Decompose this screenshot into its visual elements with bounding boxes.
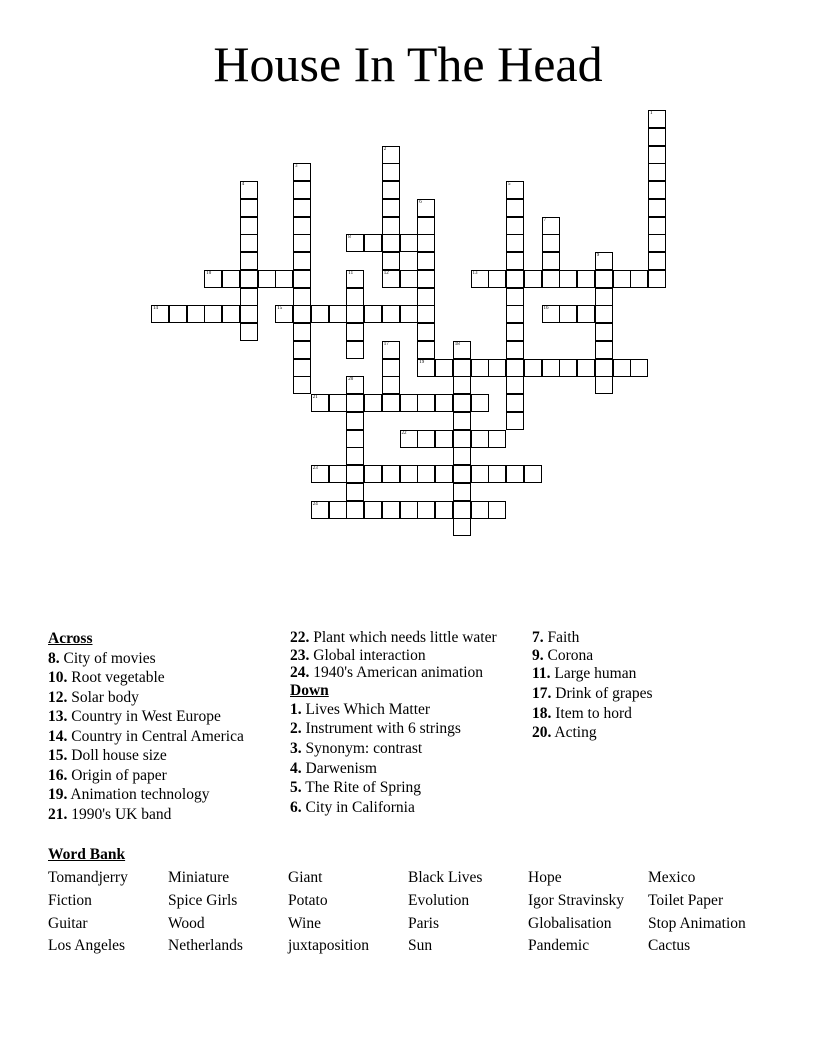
clue-number: 8 bbox=[348, 235, 351, 241]
grid-cell[interactable] bbox=[240, 288, 258, 306]
grid-cell[interactable] bbox=[187, 305, 205, 323]
across-clue-14: 14. Country in Central America bbox=[48, 727, 244, 745]
grid-cell[interactable] bbox=[488, 270, 506, 288]
word-bank-item: Cactus bbox=[648, 937, 691, 955]
grid-cell[interactable] bbox=[648, 181, 666, 199]
grid-cell[interactable] bbox=[417, 341, 435, 359]
word-bank-item: Spice Girls bbox=[168, 891, 238, 909]
grid-cell[interactable] bbox=[382, 252, 400, 270]
grid-cell[interactable] bbox=[506, 465, 524, 483]
across-header: Across bbox=[48, 630, 93, 647]
grid-cell[interactable] bbox=[400, 501, 418, 519]
grid-cell[interactable] bbox=[648, 252, 666, 270]
word-bank-item: Hope bbox=[528, 869, 562, 886]
across-clue-19: 19. Animation technology bbox=[48, 786, 210, 803]
grid-cell[interactable] bbox=[293, 234, 311, 252]
grid-cell[interactable] bbox=[382, 465, 400, 483]
down-clue-7: 7. Faith bbox=[532, 629, 580, 646]
grid-cell[interactable] bbox=[382, 217, 400, 235]
clue-number: 7 bbox=[543, 217, 546, 223]
word-bank bbox=[48, 868, 768, 955]
grid-cell[interactable] bbox=[648, 199, 666, 217]
clue-number: 1 bbox=[650, 111, 653, 116]
grid-cell[interactable] bbox=[453, 394, 471, 412]
grid-cell[interactable] bbox=[630, 359, 648, 377]
clue-number: 21 bbox=[312, 395, 318, 400]
grid-cell[interactable] bbox=[382, 163, 400, 181]
clue-number: 2 bbox=[383, 146, 387, 152]
grid-cell[interactable] bbox=[453, 359, 471, 377]
grid-cell[interactable] bbox=[506, 305, 524, 323]
grid-cell[interactable] bbox=[240, 270, 258, 288]
grid-cell[interactable] bbox=[364, 305, 382, 323]
word-bank-item: Netherlands bbox=[168, 937, 243, 955]
grid-cell[interactable] bbox=[382, 181, 400, 199]
grid-cell[interactable] bbox=[240, 305, 258, 323]
grid-cell[interactable] bbox=[435, 465, 453, 483]
word-bank-item: Tomandjerry bbox=[48, 869, 128, 886]
grid-cell[interactable] bbox=[400, 234, 418, 252]
across-clue-21: 21. 1990's UK band bbox=[48, 805, 172, 823]
grid-cell[interactable] bbox=[417, 359, 435, 377]
grid-cell[interactable] bbox=[506, 199, 524, 217]
grid-cell[interactable] bbox=[293, 181, 311, 199]
grid-cell[interactable] bbox=[240, 252, 258, 270]
grid-cell[interactable] bbox=[542, 270, 560, 288]
grid-cell[interactable] bbox=[293, 217, 311, 235]
grid-cell[interactable] bbox=[346, 341, 364, 359]
grid-cell[interactable] bbox=[417, 270, 435, 288]
grid-cell[interactable] bbox=[417, 305, 435, 323]
grid-cell[interactable] bbox=[293, 376, 311, 394]
grid-cell[interactable] bbox=[329, 465, 347, 483]
word-bank-item: Igor Stravinsky bbox=[528, 891, 625, 909]
across-clue-13: 13. Country in West Europe bbox=[48, 708, 221, 725]
word-bank-title: Word Bank bbox=[48, 846, 126, 863]
grid-cell[interactable] bbox=[506, 412, 524, 430]
down-clue-9: 9. Corona bbox=[532, 647, 594, 664]
grid-cell[interactable] bbox=[346, 234, 364, 252]
clue-number: 23 bbox=[312, 466, 318, 471]
grid-cell[interactable] bbox=[346, 270, 364, 288]
clues-column-2 bbox=[290, 629, 515, 818]
grid-cell[interactable] bbox=[559, 305, 577, 323]
grid-cell[interactable] bbox=[346, 465, 364, 483]
grid-cell[interactable] bbox=[648, 110, 666, 128]
word-bank-item: Toilet Paper bbox=[648, 891, 724, 909]
grid-cell[interactable] bbox=[435, 430, 453, 448]
across-clue-15: 15. Doll house size bbox=[48, 747, 167, 764]
word-bank-item: Potato bbox=[288, 891, 328, 909]
grid-cell[interactable] bbox=[240, 217, 258, 235]
grid-cell[interactable] bbox=[506, 288, 524, 306]
grid-cell[interactable] bbox=[382, 341, 400, 359]
down-clue-20: 20. Acting bbox=[532, 724, 597, 741]
down-clue-17: 17. Drink of grapes bbox=[532, 685, 653, 702]
grid-cell[interactable] bbox=[346, 376, 364, 394]
word-bank-item: Stop Animation bbox=[648, 914, 746, 932]
clue-number: 9 bbox=[596, 253, 600, 258]
grid-cell[interactable] bbox=[648, 128, 666, 146]
grid-cell[interactable] bbox=[471, 270, 489, 288]
grid-cell[interactable] bbox=[346, 323, 364, 341]
clues-column-1 bbox=[48, 629, 244, 824]
grid-cell[interactable] bbox=[577, 305, 595, 323]
grid-cell[interactable] bbox=[382, 501, 400, 519]
grid-cell[interactable] bbox=[400, 394, 418, 412]
grid-cell[interactable] bbox=[542, 217, 560, 235]
grid-cell[interactable] bbox=[346, 288, 364, 306]
grid-cell[interactable] bbox=[417, 394, 435, 412]
grid-cell[interactable] bbox=[506, 234, 524, 252]
down-clue-2: 2. Instrument with 6 strings bbox=[290, 719, 461, 737]
word-bank-item: Globalisation bbox=[528, 914, 612, 932]
grid-cell[interactable] bbox=[595, 288, 613, 306]
grid-cell[interactable] bbox=[453, 447, 471, 465]
grid-cell[interactable] bbox=[400, 465, 418, 483]
grid-cell[interactable] bbox=[471, 394, 489, 412]
grid-cell[interactable] bbox=[648, 217, 666, 235]
down-clue-3: 3. Synonym: contrast bbox=[290, 739, 423, 757]
grid-cell[interactable] bbox=[648, 270, 666, 288]
grid-cell[interactable] bbox=[400, 430, 418, 448]
clue-number: 11 bbox=[348, 270, 354, 276]
grid-cell[interactable] bbox=[346, 394, 364, 412]
grid-cell[interactable] bbox=[577, 270, 595, 288]
grid-cell[interactable] bbox=[204, 305, 222, 323]
grid-cell[interactable] bbox=[240, 181, 258, 199]
grid-cell[interactable] bbox=[595, 270, 613, 288]
grid-cell[interactable] bbox=[240, 323, 258, 341]
grid-cell[interactable] bbox=[630, 270, 648, 288]
grid-cell[interactable] bbox=[506, 181, 524, 199]
across-clue-22: 22. Plant which needs little water bbox=[290, 629, 497, 646]
grid-cell[interactable] bbox=[542, 359, 560, 377]
down-clue-5: 5. The Rite of Spring bbox=[290, 778, 422, 796]
grid-cell[interactable] bbox=[293, 359, 311, 377]
grid-cell[interactable] bbox=[329, 394, 347, 412]
grid-cell[interactable] bbox=[364, 234, 382, 252]
grid-cell[interactable] bbox=[400, 305, 418, 323]
grid-cell[interactable] bbox=[506, 217, 524, 235]
grid-cell[interactable] bbox=[417, 501, 435, 519]
grid-cell[interactable] bbox=[400, 270, 418, 288]
clue-number: 18 bbox=[454, 341, 460, 347]
grid-cell[interactable] bbox=[293, 305, 311, 323]
grid-cell[interactable] bbox=[346, 483, 364, 501]
word-bank-item: Wood bbox=[168, 914, 205, 932]
grid-cell[interactable] bbox=[506, 359, 524, 377]
clue-number: 17 bbox=[383, 341, 389, 347]
grid-cell[interactable] bbox=[417, 199, 435, 217]
clue-number: 22 bbox=[401, 430, 407, 436]
grid-cell[interactable] bbox=[506, 270, 524, 288]
word-bank-item: Mexico bbox=[648, 869, 696, 886]
grid-cell[interactable] bbox=[613, 270, 631, 288]
grid-cell[interactable] bbox=[382, 394, 400, 412]
grid-cell[interactable] bbox=[364, 394, 382, 412]
word-bank-item: Guitar bbox=[48, 914, 88, 932]
grid-cell[interactable] bbox=[488, 430, 506, 448]
grid-cell[interactable] bbox=[311, 394, 329, 412]
grid-cell[interactable] bbox=[293, 252, 311, 270]
grid-cell[interactable] bbox=[293, 270, 311, 288]
grid-cell[interactable] bbox=[382, 359, 400, 377]
grid-cell[interactable] bbox=[417, 323, 435, 341]
grid-cell[interactable] bbox=[559, 270, 577, 288]
grid-cell[interactable] bbox=[648, 163, 666, 181]
grid-cell[interactable] bbox=[417, 252, 435, 270]
down-clue-11: 11. Large human bbox=[532, 665, 637, 682]
grid-cell[interactable] bbox=[595, 341, 613, 359]
grid-cell[interactable] bbox=[524, 270, 542, 288]
grid-cell[interactable] bbox=[382, 199, 400, 217]
grid-cell[interactable] bbox=[382, 270, 400, 288]
word-bank-item: Miniature bbox=[168, 869, 230, 886]
grid-cell[interactable] bbox=[329, 305, 347, 323]
grid-cell[interactable] bbox=[382, 305, 400, 323]
word-bank-item: Pandemic bbox=[528, 937, 590, 955]
grid-cell[interactable] bbox=[311, 465, 329, 483]
grid-cell[interactable] bbox=[417, 217, 435, 235]
grid-cell[interactable] bbox=[506, 376, 524, 394]
word-bank-item: Fiction bbox=[48, 891, 92, 909]
grid-cell[interactable] bbox=[382, 376, 400, 394]
grid-cell[interactable] bbox=[204, 270, 222, 288]
clue-number: 5 bbox=[508, 182, 511, 187]
grid-cell[interactable] bbox=[471, 430, 489, 448]
grid-cell[interactable] bbox=[293, 323, 311, 341]
grid-cell[interactable] bbox=[453, 483, 471, 501]
grid-cell[interactable] bbox=[542, 252, 560, 270]
grid-cell[interactable] bbox=[453, 501, 471, 519]
clue-number: 20 bbox=[348, 377, 354, 383]
grid-cell[interactable] bbox=[346, 412, 364, 430]
grid-cell[interactable] bbox=[453, 518, 471, 536]
grid-cell[interactable] bbox=[595, 376, 613, 394]
word-bank-item: Evolution bbox=[408, 891, 470, 909]
clue-number: 3 bbox=[295, 164, 298, 170]
grid-cell[interactable] bbox=[559, 359, 577, 377]
grid-cell[interactable] bbox=[346, 447, 364, 465]
word-bank-item: juxtaposition bbox=[288, 937, 369, 955]
grid-cell[interactable] bbox=[311, 305, 329, 323]
grid-cell[interactable] bbox=[577, 359, 595, 377]
grid-cell[interactable] bbox=[293, 163, 311, 181]
grid-cell[interactable] bbox=[417, 430, 435, 448]
across-clue-23: 23. Global interaction bbox=[290, 646, 426, 664]
grid-cell[interactable] bbox=[595, 305, 613, 323]
grid-cell[interactable] bbox=[435, 501, 453, 519]
grid-cell[interactable] bbox=[169, 305, 187, 323]
word-bank-item: Giant bbox=[288, 869, 323, 886]
grid-cell[interactable] bbox=[506, 252, 524, 270]
clue-number: 4 bbox=[241, 182, 245, 187]
grid-cell[interactable] bbox=[293, 288, 311, 306]
grid-cell[interactable] bbox=[222, 270, 240, 288]
across-clue-24: 24. 1940's American animation bbox=[290, 664, 484, 681]
word-bank-item: Sun bbox=[408, 937, 433, 955]
grid-cell[interactable] bbox=[346, 501, 364, 519]
grid-cell[interactable] bbox=[382, 146, 400, 164]
grid-cell[interactable] bbox=[435, 394, 453, 412]
grid-cell[interactable] bbox=[471, 465, 489, 483]
word-bank-item: Black Lives bbox=[408, 869, 483, 886]
grid-cell[interactable] bbox=[346, 305, 364, 323]
grid-cell[interactable] bbox=[648, 234, 666, 252]
grid-cell[interactable] bbox=[506, 323, 524, 341]
grid-cell[interactable] bbox=[471, 501, 489, 519]
down-clue-4: 4. Darwenism bbox=[290, 759, 377, 777]
grid-cell[interactable] bbox=[275, 305, 293, 323]
grid-cell[interactable] bbox=[648, 146, 666, 164]
grid-cell[interactable] bbox=[293, 199, 311, 217]
page-title: House In The Head bbox=[213, 36, 603, 92]
grid-cell[interactable] bbox=[417, 234, 435, 252]
across-clue-10: 10. Root vegetable bbox=[48, 669, 165, 686]
grid-cell[interactable] bbox=[364, 501, 382, 519]
grid-cell[interactable] bbox=[453, 465, 471, 483]
clue-number: 16 bbox=[543, 306, 549, 312]
across-clue-12: 12. Solar body bbox=[48, 688, 139, 706]
grid-cell[interactable] bbox=[524, 465, 542, 483]
grid-cell[interactable] bbox=[595, 252, 613, 270]
word-bank-item: Los Angeles bbox=[48, 937, 126, 955]
grid-cell[interactable] bbox=[311, 501, 329, 519]
grid-cell[interactable] bbox=[613, 359, 631, 377]
grid-cell[interactable] bbox=[471, 359, 489, 377]
word-bank-item: Paris bbox=[408, 914, 439, 932]
down-clue-18: 18. Item to hord bbox=[532, 705, 632, 722]
grid-cell[interactable] bbox=[417, 465, 435, 483]
grid-cell[interactable] bbox=[488, 465, 506, 483]
grid-cell[interactable] bbox=[258, 270, 276, 288]
grid-cell[interactable] bbox=[346, 430, 364, 448]
grid-cell[interactable] bbox=[151, 305, 169, 323]
grid-cell[interactable] bbox=[453, 341, 471, 359]
down-header: Down bbox=[290, 681, 329, 699]
grid-cell[interactable] bbox=[595, 323, 613, 341]
grid-cell[interactable] bbox=[488, 359, 506, 377]
across-clue-8: 8. City of movies bbox=[48, 649, 156, 667]
grid-cell[interactable] bbox=[275, 270, 293, 288]
grid-cell[interactable] bbox=[364, 465, 382, 483]
grid-cell[interactable] bbox=[506, 341, 524, 359]
across-clue-16: 16. Origin of paper bbox=[48, 766, 167, 784]
grid-cell[interactable] bbox=[453, 376, 471, 394]
down-clue-1: 1. Lives Which Matter bbox=[290, 700, 431, 718]
grid-cell[interactable] bbox=[542, 234, 560, 252]
grid-cell[interactable] bbox=[524, 359, 542, 377]
grid-cell[interactable] bbox=[240, 199, 258, 217]
clue-number: 24 bbox=[312, 501, 318, 507]
grid-cell[interactable] bbox=[453, 412, 471, 430]
clue-number: 6 bbox=[419, 199, 422, 205]
grid-cell[interactable] bbox=[435, 359, 453, 377]
grid-cell[interactable] bbox=[382, 234, 400, 252]
word-bank-item: Wine bbox=[288, 914, 321, 932]
clues-column-3 bbox=[532, 629, 653, 742]
grid-cell[interactable] bbox=[595, 359, 613, 377]
grid-cell[interactable] bbox=[506, 394, 524, 412]
grid-cell[interactable] bbox=[488, 501, 506, 519]
grid-cell[interactable] bbox=[222, 305, 240, 323]
grid-cell[interactable] bbox=[542, 305, 560, 323]
grid-cell[interactable] bbox=[240, 234, 258, 252]
grid-cell[interactable] bbox=[293, 341, 311, 359]
clue-number: 12 bbox=[383, 270, 389, 276]
clue-number: 13 bbox=[472, 270, 478, 276]
down-clue-6: 6. City in California bbox=[290, 798, 415, 816]
clue-number: 19 bbox=[419, 359, 425, 365]
grid-cell[interactable] bbox=[329, 501, 347, 519]
grid-cell[interactable] bbox=[417, 288, 435, 306]
clue-number: 10 bbox=[206, 270, 212, 276]
clue-number: 14 bbox=[153, 306, 158, 312]
grid-cell[interactable] bbox=[453, 430, 471, 448]
clue-number: 15 bbox=[277, 306, 283, 312]
